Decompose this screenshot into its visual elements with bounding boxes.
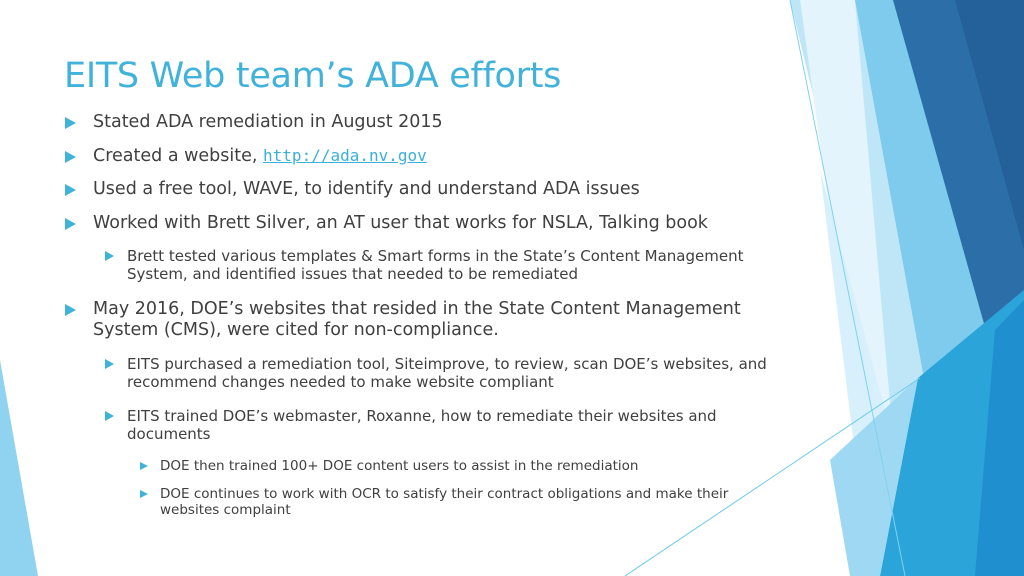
bullet-arrow-icon [105, 251, 114, 261]
sub-sub-bullet-item [160, 486, 750, 519]
bullet-arrow-icon [105, 359, 114, 369]
bullet-arrow-icon [105, 411, 114, 421]
bullet-arrow-icon [65, 151, 76, 163]
bullet-text: Created a website, [93, 146, 264, 166]
bullet-text: EITS trained DOE’s webmaster, Roxanne, how to remediate their websites and documents [127, 407, 717, 444]
bullet-text: Brett tested various templates & Smart forms in the State’s Content Management System, and identified issues that needed to be remediated [127, 247, 744, 284]
bullet-text: Worked with Brett Silver, an AT user that works for NSLA, Talking book [93, 213, 708, 233]
bullet-item [93, 146, 783, 167]
bullet-text: DOE then trained 100+ DOE content users to assist in the remediation [160, 458, 639, 474]
bullet-text: May 2016, DOE’s websites that resided in the State Content Management System (CMS), were cited for non-compliance. [93, 299, 741, 341]
slide-title: EITS Web team’s ADA efforts [64, 56, 562, 96]
bullet-item [93, 299, 783, 342]
sub-bullet-item [127, 407, 767, 444]
sub-bullet-item [127, 355, 767, 392]
bullet-text: Used a free tool, WAVE, to identify and understand ADA issues [93, 179, 640, 199]
bullet-item [93, 179, 783, 200]
bullet-arrow-icon [140, 462, 148, 470]
bullet-arrow-icon [65, 117, 76, 129]
ada-website-link[interactable]: http://ada.nv.gov [263, 146, 427, 165]
bullet-text: EITS purchased a remediation tool, Siteimprove, to review, scan DOE’s websites, and recommend changes needed to make website compliant [127, 355, 767, 392]
sub-sub-bullet-item [160, 458, 750, 474]
sub-bullet-item [127, 247, 767, 284]
bullet-item [93, 213, 783, 234]
bullet-item [93, 112, 783, 133]
bullet-text: DOE continues to work with OCR to satisfy their contract obligations and make their websites complaint [160, 486, 729, 519]
bullet-arrow-icon [65, 184, 76, 196]
bullet-arrow-icon [140, 490, 148, 498]
bullet-arrow-icon [65, 218, 76, 230]
bullet-arrow-icon [65, 304, 76, 316]
bullet-text: Stated ADA remediation in August 2015 [93, 112, 443, 132]
